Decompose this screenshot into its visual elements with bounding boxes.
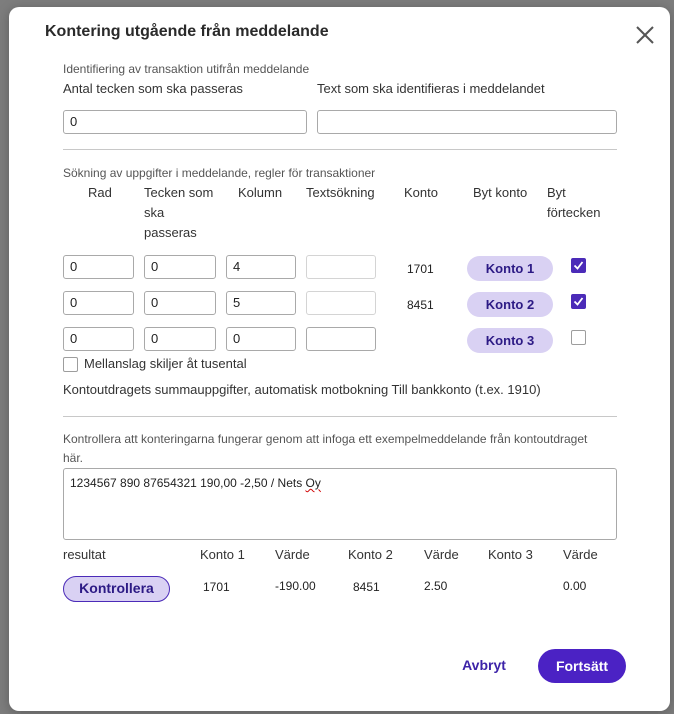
konto-3-button[interactable]: Konto 3 bbox=[467, 328, 553, 353]
row3-tecken-input[interactable]: 0 bbox=[144, 327, 216, 351]
close-icon[interactable] bbox=[634, 24, 656, 46]
konto-2-button[interactable]: Konto 2 bbox=[467, 292, 553, 317]
row3-textsokning-input[interactable] bbox=[306, 327, 376, 351]
divider bbox=[63, 149, 617, 150]
row1-textsokning-input[interactable] bbox=[306, 255, 376, 279]
mellanslag-checkbox[interactable] bbox=[63, 357, 78, 372]
result-label: resultat bbox=[63, 547, 106, 562]
row2-byt-fortecken-checkbox[interactable] bbox=[571, 294, 586, 309]
checkmark-icon bbox=[573, 296, 584, 307]
row2-konto-value: 8451 bbox=[407, 298, 434, 312]
col-head-byt-fortecken-1: Byt bbox=[547, 185, 566, 200]
row3-kolumn-input[interactable]: 0 bbox=[226, 327, 296, 351]
result-varde3-value: 0.00 bbox=[563, 579, 587, 593]
result-varde1-value: -190.00 bbox=[275, 579, 316, 593]
row2-tecken-input[interactable]: 0 bbox=[144, 291, 216, 315]
kontering-dialog bbox=[9, 7, 670, 711]
col-head-kolumn: Kolumn bbox=[238, 185, 283, 200]
col-head-rad: Rad bbox=[88, 185, 112, 200]
col-head-tecken-2: ska bbox=[144, 205, 165, 220]
col-head-tecken-1: Tecken som bbox=[144, 185, 214, 200]
continue-button[interactable]: Fortsätt bbox=[538, 649, 626, 683]
check-section-label-2: här. bbox=[63, 451, 84, 465]
konto-1-button[interactable]: Konto 1 bbox=[467, 256, 553, 281]
mellanslag-label: Mellanslag skiljer åt tusental bbox=[84, 356, 247, 371]
col-head-konto: Konto bbox=[404, 185, 438, 200]
chars-to-skip-label: Antal tecken som ska passeras bbox=[63, 81, 243, 96]
summary-label: Kontoutdragets summauppgifter, automatisk motbokning Till bankkonto (t.ex. 1910) bbox=[63, 382, 541, 397]
identify-text-label: Text som ska identifieras i meddelandet bbox=[317, 81, 545, 96]
chars-to-skip-input[interactable]: 0 bbox=[63, 110, 307, 134]
divider bbox=[63, 416, 617, 417]
result-konto1-value: 1701 bbox=[203, 580, 230, 594]
row1-konto-value: 1701 bbox=[407, 262, 434, 276]
result-head-konto2: Konto 2 bbox=[348, 547, 393, 562]
example-message-text: 1234567 890 87654321 190,00 -2,50 / Nets bbox=[70, 476, 306, 490]
search-section-label: Sökning av uppgifter i meddelande, regler för transaktioner bbox=[63, 166, 376, 180]
example-message-textarea[interactable] bbox=[63, 468, 617, 540]
result-konto2-value: 8451 bbox=[353, 580, 380, 594]
identify-text-input[interactable] bbox=[317, 110, 617, 134]
result-head-konto3: Konto 3 bbox=[488, 547, 533, 562]
result-head-varde2: Värde bbox=[424, 547, 459, 562]
col-head-tecken-3: passeras bbox=[144, 225, 197, 240]
row1-kolumn-input[interactable]: 4 bbox=[226, 255, 296, 279]
checkmark-icon bbox=[573, 260, 584, 271]
row3-rad-input[interactable]: 0 bbox=[63, 327, 134, 351]
row3-byt-fortecken-checkbox[interactable] bbox=[571, 330, 586, 345]
kontrollera-button[interactable]: Kontrollera bbox=[63, 576, 170, 602]
row2-kolumn-input[interactable]: 5 bbox=[226, 291, 296, 315]
cancel-button[interactable]: Avbryt bbox=[462, 657, 506, 673]
col-head-textsokning: Textsökning bbox=[306, 185, 375, 200]
col-head-byt-konto: Byt konto bbox=[473, 185, 528, 200]
identification-section-label: Identifiering av transaktion utifrån meddelande bbox=[63, 62, 310, 76]
example-message-flagged-word: Oy bbox=[305, 476, 321, 490]
row2-rad-input[interactable]: 0 bbox=[63, 291, 134, 315]
result-head-varde3: Värde bbox=[563, 547, 598, 562]
dialog-title: Kontering utgående från meddelande bbox=[45, 23, 329, 40]
row1-rad-input[interactable]: 0 bbox=[63, 255, 134, 279]
check-section-label-1: Kontrollera att konteringarna fungerar genom att infoga ett exempelmeddelande från kontoutdraget bbox=[63, 432, 588, 446]
result-head-varde1: Värde bbox=[275, 547, 310, 562]
result-varde2-value: 2.50 bbox=[424, 579, 448, 593]
result-head-konto1: Konto 1 bbox=[200, 547, 245, 562]
row1-tecken-input[interactable]: 0 bbox=[144, 255, 216, 279]
row2-textsokning-input[interactable] bbox=[306, 291, 376, 315]
row1-byt-fortecken-checkbox[interactable] bbox=[571, 258, 586, 273]
col-head-byt-fortecken-2: förtecken bbox=[547, 205, 601, 220]
